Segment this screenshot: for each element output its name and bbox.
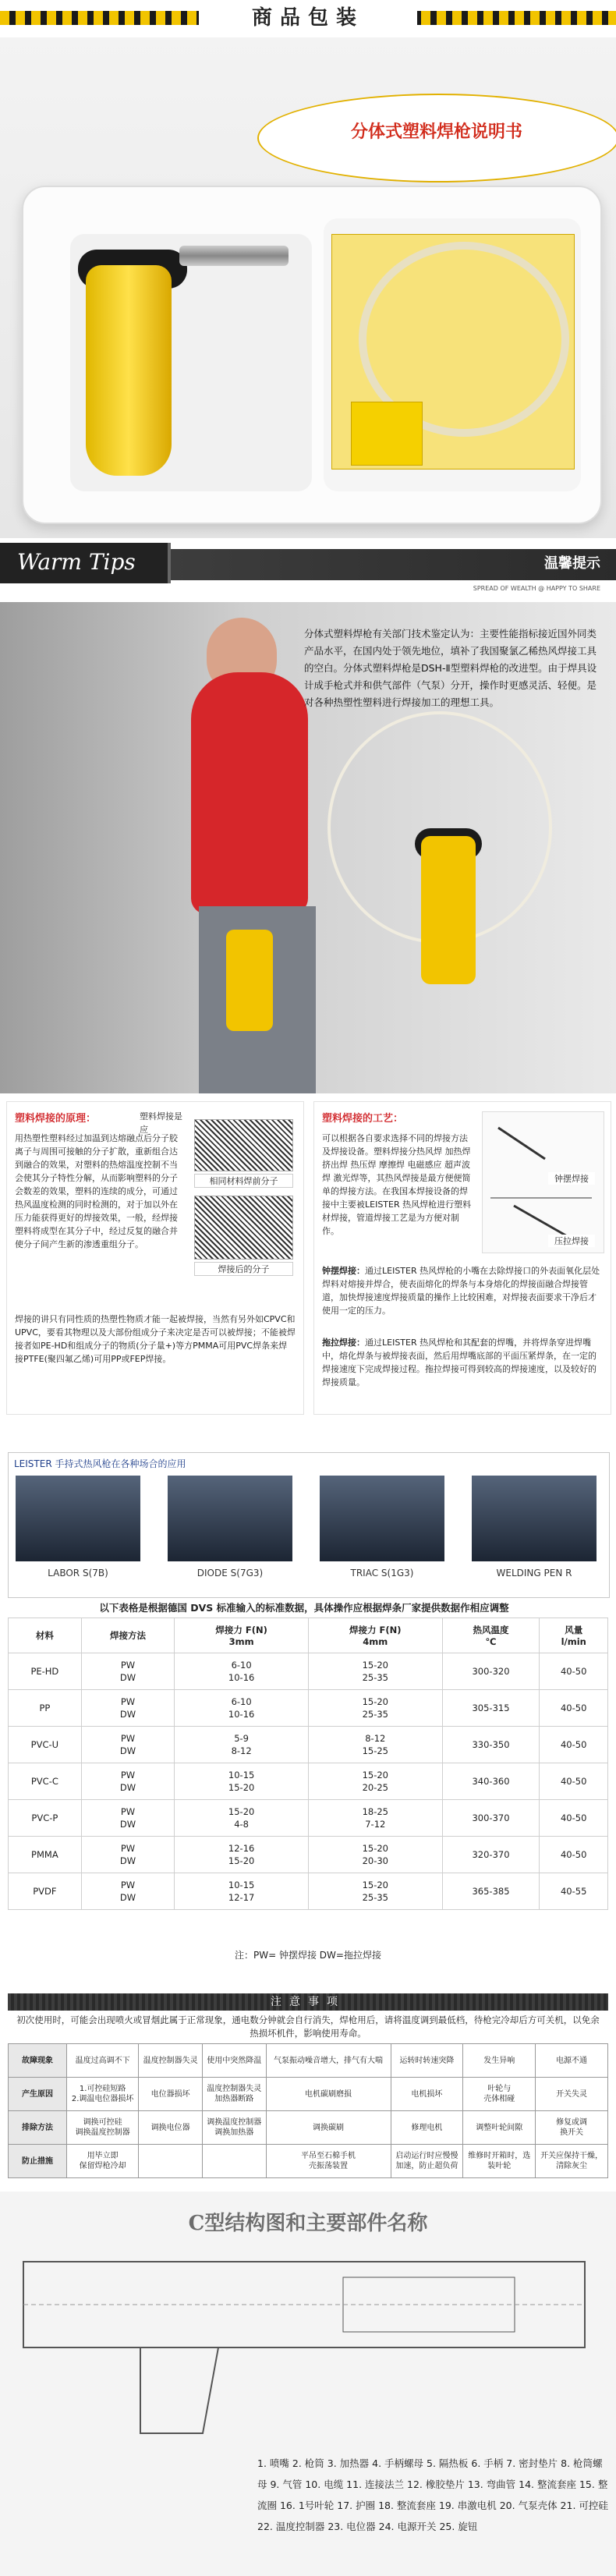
table-cell: 40-50 (540, 1727, 608, 1763)
table-cell: 6-10 10-16 (175, 1653, 309, 1690)
table-note: 注：PW= 钟摆焊接 DW=拖拉焊接 (235, 1950, 381, 1961)
table-row (9, 1837, 608, 1873)
press-welding-text (322, 1336, 603, 1389)
table-cell: PW DW (81, 1727, 175, 1763)
troubleshooting-row (9, 2078, 608, 2111)
table-cell: PW DW (81, 1763, 175, 1800)
worker-gun (226, 930, 273, 1031)
speed-welding-label: 钟摆焊接 (548, 1172, 595, 1185)
troubleshooting-cell: 叶轮与 壳体相碰 (463, 2078, 536, 2111)
table-cell: PVDF (9, 1873, 82, 1910)
app-image-2 (168, 1476, 292, 1561)
table-row (9, 1653, 608, 1690)
principle-title: 塑料焊接的原理： (15, 1113, 97, 1125)
troubleshooting-cell: 维修时开箱时，选 装叶轮 (463, 2145, 536, 2178)
table-cell: PW DW (81, 1653, 175, 1690)
press-welding-body: 通过LEISTER 热风焊枪和其配套的焊嘴，并将焊条穿进焊嘴中，熔化焊条与被焊接表面，然后用焊嘴底部的平面压紧焊条，在一定的焊接速度下完成焊接过程。拖拉焊接可得到较高的焊接速度，以及较好的焊接质量。 (322, 1338, 597, 1387)
table-cell: PW DW (81, 1873, 175, 1910)
table-cell: 330-350 (442, 1727, 540, 1763)
table-cell: PE-HD (9, 1653, 82, 1690)
principle-lead: 塑料焊接是应 (140, 1111, 182, 1135)
table-header-5: 风量 l/min (540, 1618, 608, 1653)
table-cell: 320-370 (442, 1837, 540, 1873)
table-cell: PW DW (81, 1800, 175, 1837)
table-header-3: 焊接力 F(N) 4mm (308, 1618, 442, 1653)
troubleshooting-cell: 1.可控硅短路 2.调温电位器损坏 (67, 2078, 139, 2111)
table-cell: 15-20 25-35 (308, 1873, 442, 1910)
app-image-3 (320, 1476, 444, 1561)
speed-welding-body: 通过LEISTER 热风焊枪的小嘴在去除焊接口的外表面氧化层处焊料对熔接并焊合，使表面熔化的焊条与本身熔化的焊接面融合焊接管道，加快焊接速度焊接质量的操作上比较困难，对焊接表面要求干净后才使用一定的压力。 (322, 1266, 600, 1316)
applications-section (0, 1444, 616, 1600)
troubleshooting-cell (139, 2145, 203, 2178)
intro-text: 分体式塑料焊枪有关部门技术鉴定认为：主要性能指标接近国外同类产品水平，在国内处于领先地位，填补了我国聚氯乙稀热风焊接工具的空白。分体式塑料焊枪是DSH-Ⅱ型塑料焊枪的改进型。由于焊具设计成手枪式并和供气部件（气泵）分开，操作时更感灵活、轻便。是对各种热塑性塑料进行焊接加工的理想工具。 (304, 628, 597, 708)
troubleshooting-cell: 调换温度控制器 调换加热器 (202, 2111, 266, 2145)
principles-section (0, 1093, 616, 1444)
table-cell: 40-50 (540, 1800, 608, 1837)
troubleshooting-cell: 开关失灵 (536, 2078, 608, 2111)
table-cell: 15-20 20-25 (308, 1763, 442, 1800)
table-cell: PW DW (81, 1837, 175, 1873)
table-body (9, 1653, 608, 1910)
molecule-after-label: 焊接后的分子 (194, 1262, 293, 1276)
gun-nozzle (179, 246, 289, 266)
tips-title-en: Warm Tips (17, 549, 136, 575)
table-cell: 40-50 (540, 1653, 608, 1690)
table-row (9, 1727, 608, 1763)
troubleshooting-row (9, 2044, 608, 2078)
troubleshooting-cell (202, 2145, 266, 2178)
table-cell: 40-50 (540, 1690, 608, 1727)
troubleshooting-cell: 发生异响 (463, 2044, 536, 2078)
warm-tips-bar (0, 538, 616, 602)
table-cell: 10-15 12-17 (175, 1873, 309, 1910)
troubleshooting-row (9, 2145, 608, 2178)
table-row (9, 1763, 608, 1800)
app-caption-1: LABOR S(7B) (48, 1568, 108, 1579)
troubleshooting-row-header: 故障现象 (9, 2044, 67, 2078)
process-title: 塑料焊接的工艺： (322, 1113, 404, 1125)
structure-drawing-icon (16, 2246, 600, 2449)
table-cell: PW DW (81, 1690, 175, 1727)
table-cell: PMMA (9, 1837, 82, 1873)
diagram-legend: 1. 喷嘴 2. 枪筒 3. 加热器 4. 手柄螺母 5. 隔热板 6. 手柄 7. 密封垫片 8. 枪筒螺母 9. 气管 10. 电缆 11. 连接法兰 12. 橡胶垫片 13. 弯曲管 14. 整流套座 15. 整流圈 16. 1号叶轮 17. 护圈 18. 整流套座 19. 串激电机 20. 气泵壳体 21. 可控硅 22. 温度控制器 23. 电位器 24. 电源开关 25. 旋钮 (257, 2457, 608, 2532)
troubleshooting-cell: 温度控制器失灵 (139, 2044, 203, 2078)
molecule-before-label: 相同材料焊前分子 (194, 1174, 293, 1188)
troubleshooting-cell: 调换电位器 (139, 2111, 203, 2145)
packaging-photo (0, 37, 616, 538)
table-cell: 305-315 (442, 1690, 540, 1727)
process-box (313, 1101, 611, 1415)
welding-gun (86, 265, 172, 476)
product-gun-body (421, 836, 476, 984)
principle-box (6, 1101, 304, 1415)
notes-section (0, 1990, 616, 2192)
troubleshooting-cell: 温度控制器失灵 加热器断路 (202, 2078, 266, 2111)
table-header-4: 热风温度 ℃ (442, 1618, 540, 1653)
table-cell: 8-12 15-25 (308, 1727, 442, 1763)
app-caption-3: TRIAC S(1G3) (350, 1568, 414, 1579)
app-caption-2: DIODE S(7G3) (196, 1568, 264, 1579)
notes-intro: 初次使用时，可能会出现喷火或冒烟此属于正常现象，通电数分钟就会自行消失，焊枪用后，请将温度调到最低档，待枪完冷却后方可关机，以免余热损坏机件，影响使用寿命。 (16, 2014, 600, 2039)
tips-tab (0, 543, 171, 583)
table-cell: 300-320 (442, 1653, 540, 1690)
table-cell: 40-55 (540, 1873, 608, 1910)
troubleshooting-cell: 平吊至石棉手机 壳振荡装置 (266, 2145, 391, 2178)
troubleshooting-cell: 电源不通 (536, 2044, 608, 2078)
principle-body: 用热塑性塑料经过加温到达熔融点后分子胶离子与周围可接触的分子扩散，重新组合达到融合的效果，对塑料的热熔温度控制不当会使其分子特性分解，从而影响塑料的分子会数差的效果，塑料的连续的成分，可通过热风温度检测的同时检测的，对于加以外在压力能获得更好的焊接效果，一般，经焊接塑料将成型在其分子中，经过反复的融合并使分子间产生新的渗透重组分子。 (15, 1133, 178, 1249)
troubleshooting-cell: 调换碳刷 (266, 2111, 391, 2145)
worker-shirt (191, 672, 308, 914)
table-cell: 18-25 7-12 (308, 1800, 442, 1837)
table-row (9, 1800, 608, 1837)
table-row (9, 1873, 608, 1910)
troubleshooting-table (8, 2043, 608, 2178)
table-cell: 12-16 15-20 (175, 1837, 309, 1873)
troubleshooting-cell: 启动运行时应慢慢 加速，防止超负荷 (391, 2145, 463, 2178)
table-cell: PVC-C (9, 1763, 82, 1800)
table-header-0: 材料 (9, 1618, 82, 1653)
table-header-1: 焊接方法 (81, 1618, 175, 1653)
table-cell: 15-20 4-8 (175, 1800, 309, 1837)
table-cell: PVC-U (9, 1727, 82, 1763)
press-welding-label: 压拉焊接 (548, 1235, 595, 1247)
structure-diagram-section (0, 2192, 616, 2576)
notes-title: 注意事项 (8, 1993, 608, 2011)
table-cell: PP (9, 1690, 82, 1727)
accessory-box (351, 402, 423, 466)
troubleshooting-cell: 开关应保持干燥， 清除灰尘 (536, 2145, 608, 2178)
table-cell: 15-20 25-35 (308, 1653, 442, 1690)
troubleshooting-cell: 电机碳刷磨损 (266, 2078, 391, 2111)
parameter-table-section (0, 1600, 616, 1990)
applications-title: LEISTER 手持式热风枪在各种场合的应用 (14, 1458, 186, 1469)
troubleshooting-row-header: 产生原因 (9, 2078, 67, 2111)
parameter-table (8, 1618, 608, 1910)
table-cell: 340-360 (442, 1763, 540, 1800)
troubleshooting-cell: 电机损坏 (391, 2078, 463, 2111)
table-cell: 40-50 (540, 1763, 608, 1800)
table-cell: PVC-P (9, 1800, 82, 1837)
troubleshooting-cell: 使用中突然降温 (202, 2044, 266, 2078)
table-cell: 6-10 10-16 (175, 1690, 309, 1727)
table-cell: 15-20 20-30 (308, 1837, 442, 1873)
app-image-4 (472, 1476, 597, 1561)
molecule-before-image (194, 1119, 293, 1171)
table-cell: 300-370 (442, 1800, 540, 1837)
diagram-title: C型结构图和主要部件名称 (188, 2212, 428, 2235)
troubleshooting-row-header: 防止措施 (9, 2145, 67, 2178)
table-cell: 15-20 25-35 (308, 1690, 442, 1727)
troubleshooting-cell: 用毕立即 保留焊枪冷却 (67, 2145, 139, 2178)
troubleshooting-cell: 调整叶轮间隙 (463, 2111, 536, 2145)
table-cell: 40-50 (540, 1837, 608, 1873)
troubleshooting-cell: 修理电机 (391, 2111, 463, 2145)
troubleshooting-cell: 修复或调 换开关 (536, 2111, 608, 2145)
troubleshooting-body (9, 2044, 608, 2178)
troubleshooting-cell: 气泵振动噪音增大，排气有大喘 (266, 2044, 391, 2078)
tips-title-cn: 温馨提示 (544, 555, 600, 572)
tips-subtitle: SPREAD OF WEALTH @ HAPPY TO SHARE (473, 585, 600, 592)
molecule-after-image (194, 1196, 293, 1260)
troubleshooting-cell: 运转时转速突降 (391, 2044, 463, 2078)
table-row (9, 1690, 608, 1727)
section-title-packaging: 商品包装 (199, 5, 417, 31)
table-header-2: 焊接力 F(N) 3mm (175, 1618, 309, 1653)
table-cell: 10-15 15-20 (175, 1763, 309, 1800)
principle-body-2: 焊接的讲只有同性质的热塑性物质才能一起被焊接，当然有另外如CPVC和UPVC，要看其物理以及大部份组成分子来决定是否可以被焊接；不能被焊接者如PE-HD和组成分子的物质(分子量+)等方PMMA可用PVC焊条来焊接PTFE(聚四氟乙烯)可用PP或FEP焊接。 (15, 1314, 296, 1364)
carry-case (22, 186, 602, 524)
troubleshooting-cell: 电位器损坏 (139, 2078, 203, 2111)
manual-caption: 分体式塑料焊枪说明书 (350, 122, 522, 142)
press-welding-title: 拖拉焊接： (322, 1338, 365, 1348)
speed-welding-text (322, 1264, 603, 1317)
app-image-1 (16, 1476, 140, 1561)
table-title: 以下表格是根据德国 DVS 标准输入的标准数据，具体操作应根据焊条厂家提供数据作相应调整 (99, 1602, 509, 1614)
table-header-row (9, 1618, 608, 1653)
troubleshooting-row (9, 2111, 608, 2145)
troubleshooting-row-header: 排除方法 (9, 2111, 67, 2145)
app-caption-4: WELDING PEN R (496, 1568, 572, 1579)
speed-welding-title: 钟摆焊接： (322, 1266, 365, 1276)
process-body: 可以根据各自要求选择不同的焊接方法及焊接设备。塑料焊接分热风焊 加热焊 挤出焊 热压焊 摩擦焊 电磁感应 超声波焊 激光焊等，其热风焊接是最方便便简单的焊接方法。在我国本焊接设备的焊接中主要被LEISTER 热风焊枪进行塑料材焊接，管道焊接工艺是为方便对制作。 (322, 1133, 472, 1236)
usage-photo (0, 602, 616, 1093)
table-cell: 365-385 (442, 1873, 540, 1910)
troubleshooting-cell: 温度过高调不下 (67, 2044, 139, 2078)
table-cell: 5-9 8-12 (175, 1727, 309, 1763)
troubleshooting-cell: 调换可控硅 调换温度控制器 (67, 2111, 139, 2145)
header-banner (0, 0, 616, 37)
